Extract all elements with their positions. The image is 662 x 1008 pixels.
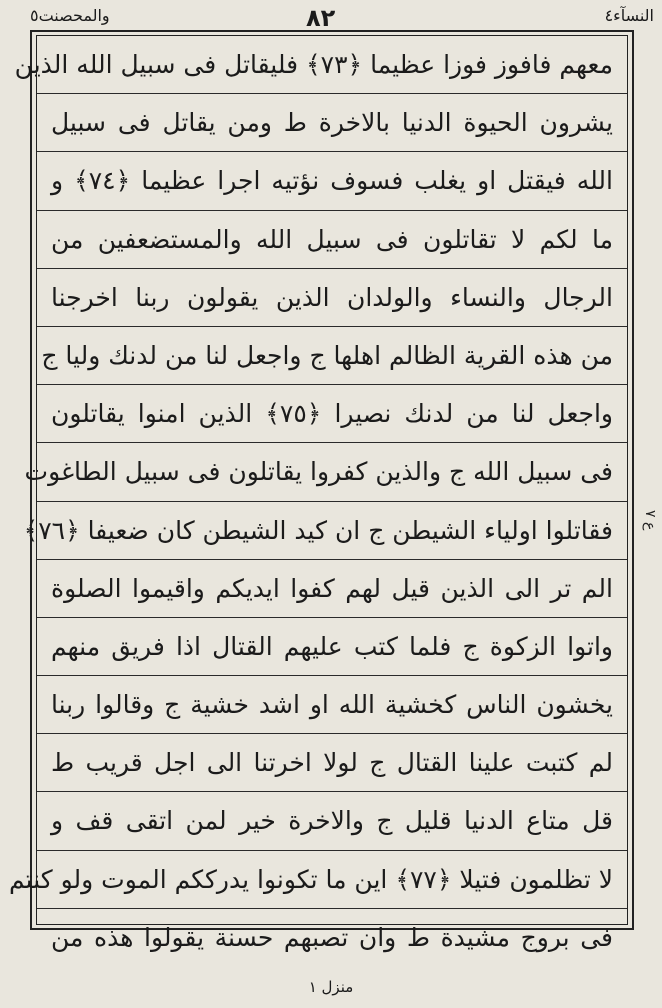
text-line: قل متاع الدنيا قليل ج والاخرة خير لمن اتقى قف و xyxy=(37,792,627,850)
page-header xyxy=(0,4,662,32)
surah-label: والمحصنت٥ xyxy=(30,6,110,25)
page-number: ٨٢ xyxy=(306,4,336,32)
text-line: يشرون الحيوة الدنيا بالاخرة ط ومن يقاتل فى سبيل xyxy=(37,94,627,152)
text-body xyxy=(9,36,627,952)
text-line: فى بروج مشيدة ط وان تصبهم حسنة يقولوا هذه من xyxy=(51,922,613,952)
juz-label: النسآء٤ xyxy=(604,6,654,25)
text-line: معهم فافوز فوزا عظيما ﴿٧٣﴾ فليقاتل فى سبيل الله الذين xyxy=(37,36,627,94)
text-line: من هذه القرية الظالم اهلها ج واجعل لنا من لدنك وليا ج xyxy=(37,327,627,385)
text-line: لم كتبت علينا القتال ج لولا اخرتنا الى اجل قريب ط xyxy=(37,734,627,792)
text-line: يخشون الناس كخشية الله او اشد خشية ج وقالوا ربنا xyxy=(37,676,627,734)
text-line: فى سبيل الله ج والذين كفروا يقاتلون فى سبيل الطاغوت xyxy=(37,443,627,501)
text-line: ما لكم لا تقاتلون فى سبيل الله والمستضعفين من xyxy=(37,211,627,269)
text-line: الله فيقتل او يغلب فسوف نؤتيه اجرا عظيما ﴿٧٤﴾ و xyxy=(37,152,627,210)
text-line: الرجال والنساء والولدان الذين يقولون ربنا اخرجنا xyxy=(37,269,627,327)
text-line: واتوا الزكوة ج فلما كتب عليهم القتال اذا فريق منهم xyxy=(37,618,627,676)
text-line: واجعل لنا من لدنك نصيرا ﴿٧٥﴾ الذين امنوا يقاتلون xyxy=(37,385,627,443)
text-line: فقاتلوا اولياء الشيطن ج ان كيد الشيطن كان ضعيفا ﴿٧٦﴾ xyxy=(37,502,627,560)
ruku-marker: ع ٧ xyxy=(642,510,658,531)
manzil-footer: منزل ١ xyxy=(308,978,354,996)
text-line: الم تر الى الذين قيل لهم كفوا ايديكم واقيموا الصلوة xyxy=(37,560,627,618)
text-line: لا تظلمون فتيلا ﴿٧٧﴾ اين ما تكونوا يدرككم الموت ولو كنتم xyxy=(37,851,627,909)
